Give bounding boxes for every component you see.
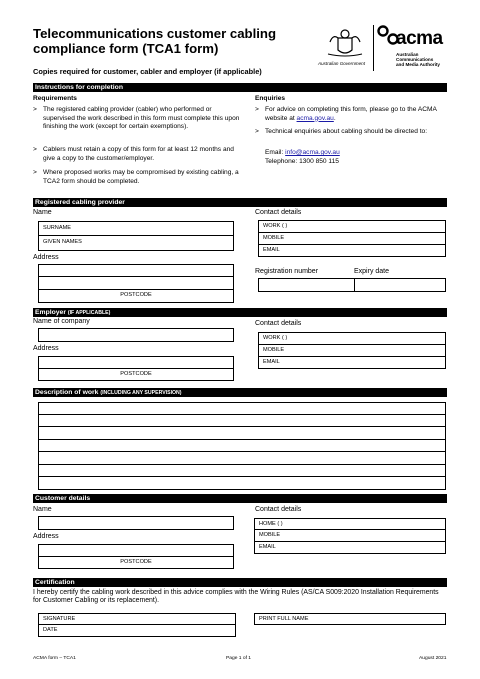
certification-statement: I hereby certify the cabling work described in this advice complies with the Wiring Rules (AS/CA S009:2020 Installation Requirements for Customer Cabling or its replacement). bbox=[33, 589, 439, 605]
employer-postcode-field[interactable]: POSTCODE bbox=[38, 369, 234, 381]
work-description-line[interactable] bbox=[38, 427, 446, 440]
customer-home-phone-field[interactable]: HOME ( ) bbox=[254, 518, 446, 530]
cabler-address-line-1[interactable] bbox=[38, 264, 234, 277]
requirement-item: > The registered cabling provider (cabler) who performed or supervised the work described in this form must complete this upon finishing the work (except for certain exemptions). bbox=[33, 106, 240, 131]
enquiry-email-line: Email: info@acma.gov.au bbox=[265, 149, 340, 156]
employer-email-field[interactable]: EMAIL bbox=[258, 357, 446, 369]
employer-address-line[interactable] bbox=[38, 356, 234, 369]
enquiry-item: > For advice on completing this form, please go to the ACMA website at acma.gov.au. bbox=[255, 106, 437, 122]
signature-field[interactable]: SIGNATURE bbox=[38, 613, 236, 625]
customer-address-fields bbox=[38, 544, 234, 569]
employer-contact-label: Contact details bbox=[255, 320, 302, 327]
cabler-bar: Registered cabling provider bbox=[33, 198, 447, 207]
employer-work-phone-field[interactable]: WORK ( ) bbox=[258, 332, 446, 345]
coat-of-arms-icon bbox=[320, 24, 370, 60]
customer-mobile-field[interactable]: MOBILE bbox=[254, 530, 446, 542]
cabler-contact-fields bbox=[258, 220, 446, 257]
cabler-contact-label: Contact details bbox=[255, 209, 302, 216]
work-description-line[interactable] bbox=[38, 452, 446, 465]
customer-email-field[interactable]: EMAIL bbox=[254, 542, 446, 554]
employer-mobile-field[interactable]: MOBILE bbox=[258, 345, 446, 357]
cabler-email-field[interactable]: EMAIL bbox=[258, 245, 446, 257]
employer-bar: Employer (IF APPLICABLE) bbox=[33, 308, 447, 317]
date-field[interactable]: DATE bbox=[38, 625, 236, 637]
requirement-item: > Cablers must retain a copy of this form for at least 12 months and give a copy to the customer/employer. bbox=[33, 146, 234, 162]
acma-wordmark: acma bbox=[396, 28, 443, 49]
enquiries-heading: Enquiries bbox=[255, 95, 286, 102]
expiry-date-field[interactable] bbox=[354, 278, 446, 292]
gov-logo-text: Australian Government bbox=[318, 61, 365, 66]
customer-address-line[interactable] bbox=[38, 544, 234, 557]
instructions-bar: Instructions for completion bbox=[33, 83, 447, 92]
cabler-address-line-2[interactable] bbox=[38, 277, 234, 290]
employer-company-field[interactable] bbox=[38, 328, 234, 342]
employer-contact-fields bbox=[258, 332, 446, 369]
cabler-surname-field[interactable]: SURNAME bbox=[38, 221, 234, 236]
print-full-name-field[interactable]: PRINT FULL NAME bbox=[254, 613, 446, 625]
customer-postcode-field[interactable]: POSTCODE bbox=[38, 557, 234, 569]
customer-name-label: Name bbox=[33, 506, 52, 513]
expiry-date-label: Expiry date bbox=[354, 268, 390, 275]
certification-bar: Certification bbox=[33, 578, 447, 587]
customer-address-label: Address bbox=[33, 533, 59, 540]
work-description-area bbox=[38, 402, 446, 490]
work-description-line[interactable] bbox=[38, 402, 446, 415]
cabler-name-label: Name bbox=[33, 209, 52, 216]
employer-company-label: Name of company bbox=[33, 318, 90, 325]
cabler-name-fields bbox=[38, 221, 234, 251]
acma-full-name: Australian Communications and Media Authority bbox=[396, 52, 440, 68]
page-subtitle: Copies required for customer, cabler and employer (if applicable) bbox=[33, 67, 262, 76]
enquiry-item: > Technical enquiries about cabling should be directed to: bbox=[255, 128, 428, 135]
cabler-work-phone-field[interactable]: WORK ( ) bbox=[258, 220, 446, 233]
requirements-heading: Requirements bbox=[33, 95, 77, 102]
customer-name-field[interactable] bbox=[38, 516, 234, 530]
employer-address-label: Address bbox=[33, 345, 59, 352]
enquiry-email-link[interactable]: info@acma.gov.au bbox=[285, 149, 340, 156]
certification-fields bbox=[38, 613, 236, 637]
employer-address-fields bbox=[38, 356, 234, 381]
registration-number-field[interactable] bbox=[258, 278, 355, 292]
work-description-line[interactable] bbox=[38, 440, 446, 453]
footer-date: August 2021 bbox=[419, 656, 447, 661]
footer-form-id: ACMA form – TCA1 bbox=[33, 656, 76, 661]
cabler-address-fields bbox=[38, 264, 234, 303]
customer-contact-label: Contact details bbox=[255, 506, 302, 513]
requirement-item: > Where proposed works may be compromised by existing cabling, a TCA2 form should be completed. bbox=[33, 169, 239, 185]
cabler-given-names-field[interactable]: GIVEN NAMES bbox=[38, 236, 234, 251]
work-description-bar: Description of work (INCLUDING ANY SUPERVISION) bbox=[33, 388, 447, 397]
acma-website-link[interactable]: acma.gov.au bbox=[296, 114, 334, 122]
work-description-line[interactable] bbox=[38, 465, 446, 478]
customer-contact-fields bbox=[254, 518, 446, 554]
cabler-address-label: Address bbox=[33, 254, 59, 261]
footer-page-number: Page 1 of 1 bbox=[226, 656, 252, 661]
logo-divider bbox=[373, 25, 374, 71]
page-title: Telecommunications customer cabling compliance form (TCA1 form) bbox=[33, 26, 277, 56]
work-description-line[interactable] bbox=[38, 477, 446, 490]
enquiry-telephone: Telephone: 1300 850 115 bbox=[265, 158, 339, 165]
work-description-line[interactable] bbox=[38, 415, 446, 428]
customer-bar: Customer details bbox=[33, 494, 447, 503]
registration-number-label: Registration number bbox=[255, 268, 319, 275]
agency-logos bbox=[318, 23, 448, 73]
cabler-mobile-field[interactable]: MOBILE bbox=[258, 233, 446, 245]
cabler-postcode-field[interactable]: POSTCODE bbox=[38, 290, 234, 303]
